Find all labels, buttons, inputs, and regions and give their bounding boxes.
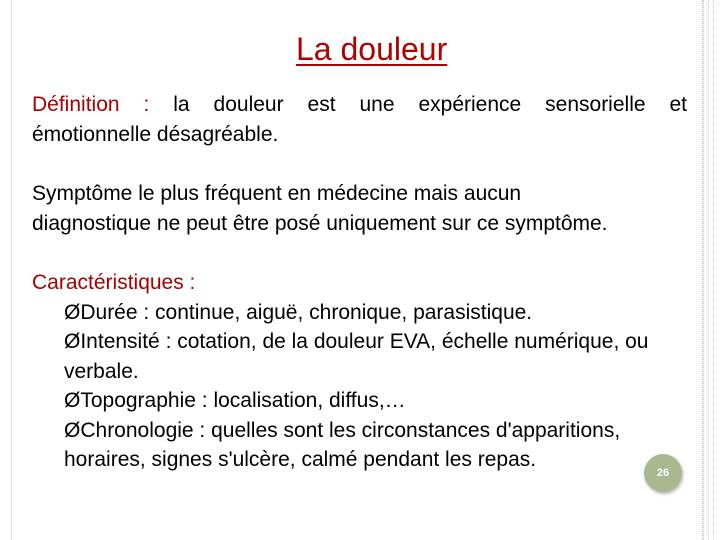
- decorative-rail: [708, 0, 709, 540]
- list-item: [64, 416, 687, 475]
- list-item-text: Intensité : cotation, de la douleur EVA, échelle numérique, ou verbale.: [64, 330, 649, 383]
- list-item-text: Topographie : localisation, diffus,…: [80, 389, 406, 412]
- slide-title: La douleur: [296, 31, 448, 67]
- definition-label: Définition :: [32, 93, 150, 116]
- decorative-rail: [713, 0, 714, 540]
- characteristics-label: Caractéristiques :: [32, 271, 196, 294]
- definition-line-2: émotionnelle désagréable.: [32, 122, 279, 146]
- arrow-bullet-icon: Ø: [64, 389, 81, 412]
- definition-text-1: la douleur est une expérience sensorielle et: [149, 93, 687, 116]
- definition-line-1: [32, 90, 687, 120]
- arrow-bullet-icon: Ø: [64, 418, 81, 442]
- symptom-line-1: Symptôme le plus fréquent en médecine mais aucun: [32, 182, 522, 205]
- list-item: [64, 386, 687, 416]
- page-number-badge: 26: [644, 454, 682, 492]
- slide-body: [32, 90, 687, 475]
- list-item-text: Durée : continue, aiguë, chronique, parasistique.: [80, 300, 533, 324]
- list-item-text: Chronologie : quelles sont les circonstances d'apparitions, horaires, signes s'ulcère, calmé pendant les repas.: [64, 418, 621, 471]
- symptom-line-2: diagnostique ne peut être posé uniquement sur ce symptôme.: [32, 211, 608, 235]
- decorative-rail: [703, 0, 704, 540]
- characteristics-list: [32, 298, 687, 475]
- list-item: [64, 327, 687, 386]
- arrow-bullet-icon: Ø: [64, 300, 81, 324]
- list-item: [64, 298, 687, 328]
- arrow-bullet-icon: Ø: [64, 330, 81, 353]
